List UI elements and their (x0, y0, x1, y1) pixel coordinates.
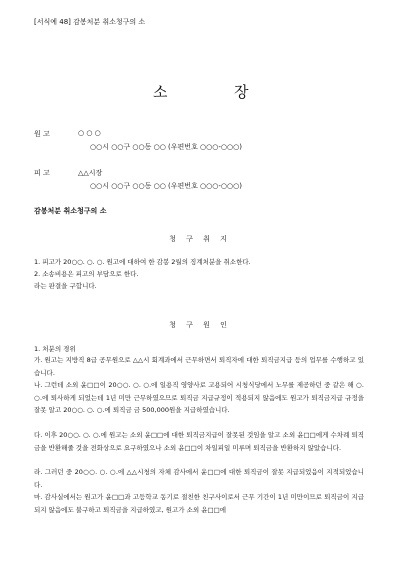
claim-cause-paragraph-ra: 라. 그러던 중 20○○. ○. ○.에 △△시청의 자체 감사에서 윤□□에 대한 퇴직금이 잘못 지급되었음이 지적되었습니다. (34, 468, 364, 489)
claim-cause-paragraph-ga: 가. 원고는 지방직 8급 공무원으로 △△시 회계과에서 근무하면서 퇴직자에 대한 퇴직금지급 등의 업무를 수행하고 있습니다. (34, 356, 364, 377)
document-title-char-2: 장 (234, 83, 249, 101)
claim-cause-paragraph-da: 다. 이후 20○○. ○. ○.에 원고는 소외 윤□□에 대한 퇴직금지급이 잘못된 것임을 알고 소외 윤□□에게 수차례 퇴직금을 반환해줄 것을 전화상으로 요구하였으나 소외 윤□□이 차일피일 미루며 퇴직금을 반환하지 않았습니다. (34, 431, 364, 452)
claim-cause-paragraph-na: 나. 그런데 소외 윤□□이 20○○. ○. ○.에 일용직 영양사로 고용되어 시청식당에서 노무를 제공하던 중 같은 해 ○. ○.에 퇴사하게 되었는데 1년 미만 근무하였으므로 퇴직금 지급규정이 적용되지 않음에도 원고가 퇴직금지급 규정을 잘못 알고 20○○. ○. ○.에 퇴직금 금 500,000원을 지급하였습니다. (34, 381, 364, 414)
plaintiff-name: ○ ○ ○ (78, 129, 101, 137)
claim-purpose-closing: 라는 판결을 구합니다. (34, 282, 97, 290)
claim-cause-heading: 청 구 원 인 (169, 321, 231, 329)
claim-cause-subheading: 1. 처분의 경위 (34, 345, 76, 353)
claim-purpose-heading: 청 구 취 지 (169, 235, 231, 243)
document-title-char-1: 소 (153, 83, 168, 101)
defendant-address: ○○시 ○○구 ○○동 ○○ (우편번호 ○○○-○○○) (90, 182, 242, 190)
plaintiff-role: 원 고 (34, 130, 50, 138)
defendant-role: 피 고 (34, 169, 50, 177)
claim-cause-paragraph-ma: 마. 감사실에서는 원고가 윤□□과 고등학교 동기로 절친한 친구사이로서 근무 기간이 1년 미만이므로 퇴직금이 지급되지 않음에도 불구하고 퇴직금을 지급하였고, 원고가 소외 윤□□에 (34, 493, 364, 514)
case-name: 감봉처분 취소청구의 소 (34, 207, 107, 215)
claim-purpose-item-2: 2. 소송비용은 피고의 부담으로 한다. (34, 270, 139, 278)
claim-purpose-item-1: 1. 피고가 20○○. ○. ○. 원고에 대하여 한 감봉 2월의 징계처분을 취소한다. (34, 258, 251, 266)
defendant-name: △△시장 (78, 169, 103, 177)
form-label: [서식예 48] 감봉처분 취소청구의 소 (34, 18, 146, 26)
plaintiff-address: ○○시 ○○구 ○○동 ○○ (우편번호 ○○○-○○○) (90, 143, 242, 151)
